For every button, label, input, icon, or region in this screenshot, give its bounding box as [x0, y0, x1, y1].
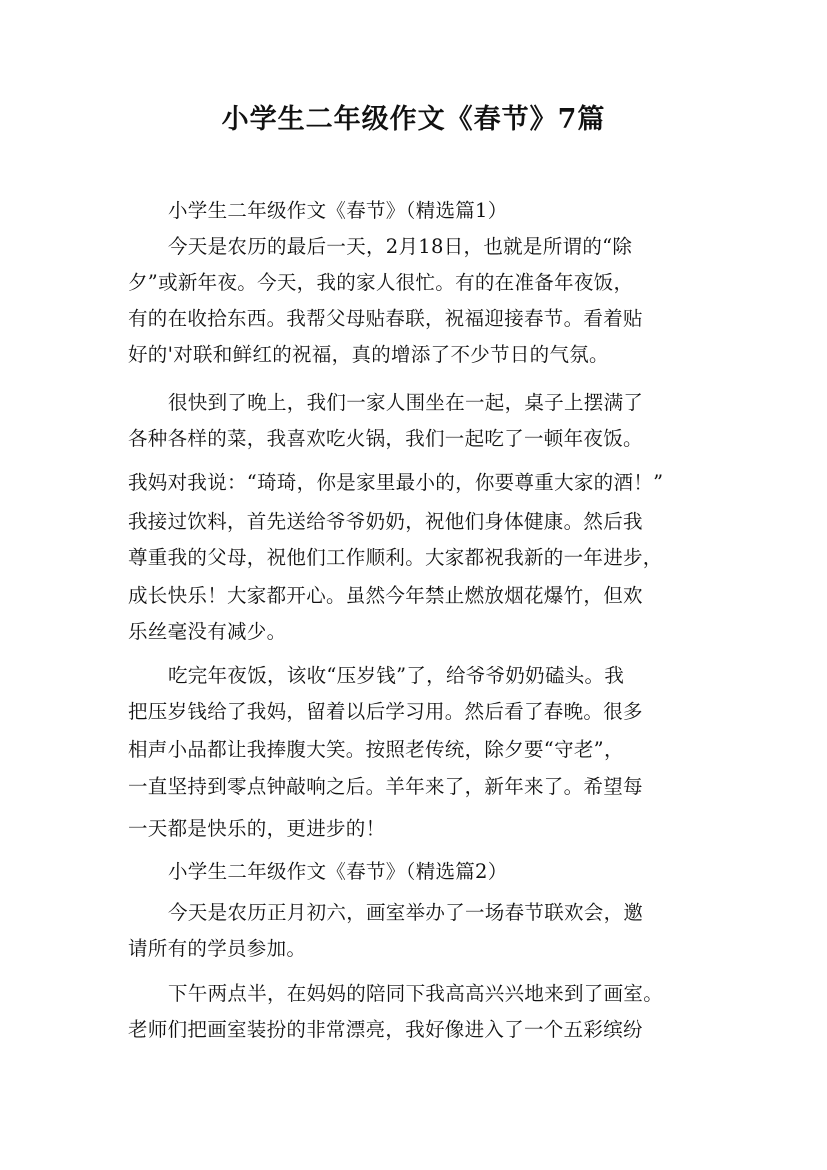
paragraph-line: 乐丝毫没有减少。 [128, 620, 287, 643]
paragraph-line: 各种各样的菜，我喜欢吃火锅，我们一起吃了一顿年夜饭。 [128, 427, 643, 450]
document-title: 小学生二年级作文《春节》7篇 [221, 104, 606, 135]
paragraph-line: 今天是农历正月初六，画室举办了一场春节联欢会，邀 [168, 901, 644, 924]
paragraph-line: 成长快乐！大家都开心。虽然今年禁止燃放烟花爆竹，但欢 [128, 584, 643, 607]
paragraph-line: 我接过饮料，首先送给爷爷奶奶，祝他们身体健康。然后我 [128, 510, 643, 533]
paragraph-line: 夕”或新年夜。今天，我的家人很忙。有的在准备年夜饭， [128, 271, 634, 294]
section-heading-1: 小学生二年级作文《春节》（精选篇1） [168, 199, 508, 222]
paragraph-line: 相声小品都让我捧腹大笑。按照老传统，除夕要“守老”， [128, 738, 624, 761]
paragraph-line: 请所有的学员参加。 [128, 937, 307, 960]
paragraph-line: 吃完年夜饭，该收“压岁钱”了，给爷爷奶奶磕头。我 [168, 664, 625, 687]
paragraph-line: 老师们把画室装扮的非常漂亮，我好像进入了一个五彩缤纷 [128, 1018, 643, 1041]
paragraph-line: 一直坚持到零点钟敲响之后。羊年来了，新年来了。希望每 [128, 775, 643, 798]
paragraph-line: 今天是农历的最后一天，2月18日，也就是所谓的“除 [168, 235, 633, 258]
paragraph-line: 有的在收拾东西。我帮父母贴春联，祝福迎接春节。看着贴 [128, 307, 643, 330]
section-heading-2: 小学生二年级作文《春节》（精选篇2） [168, 860, 508, 883]
paragraph-line: 很快到了晚上，我们一家人围坐在一起，桌子上摆满了 [168, 391, 644, 414]
paragraph-line: 好的'对联和鲜红的祝福，真的增添了不少节日的气氛。 [128, 343, 609, 366]
paragraph-line: 下午两点半，在妈妈的陪同下我高高兴兴地来到了画室。 [168, 982, 664, 1005]
paragraph-line: 我妈对我说：“琦琦，你是家里最小的，你要尊重大家的酒！” [128, 471, 664, 494]
paragraph-line: 一天都是快乐的，更进步的！ [128, 817, 386, 840]
paragraph-line: 尊重我的父母，祝他们工作顺利。大家都祝我新的一年进步， [128, 546, 663, 569]
paragraph-line: 把压岁钱给了我妈，留着以后学习用。然后看了春晚。很多 [128, 700, 643, 723]
